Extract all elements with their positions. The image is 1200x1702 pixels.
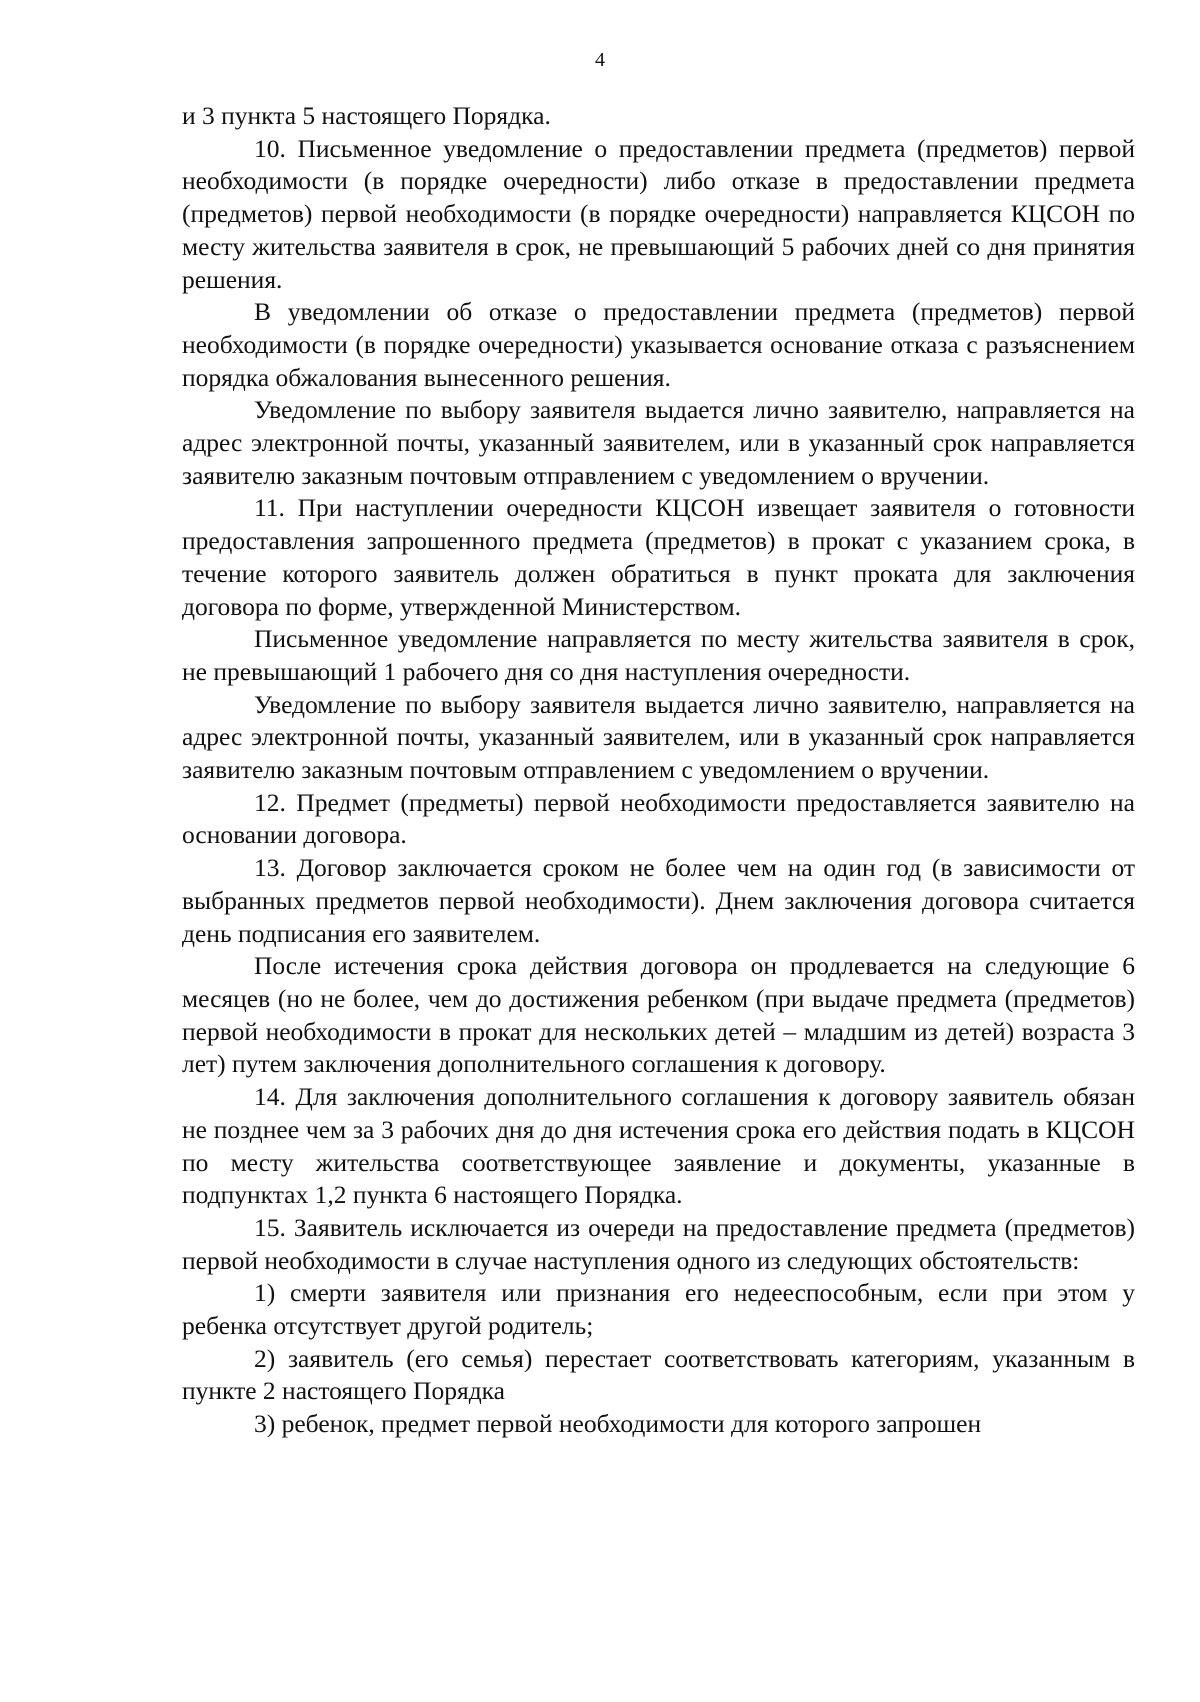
paragraph-continuation: и 3 пункта 5 настоящего Порядка. (182, 101, 551, 130)
document-body (182, 100, 1135, 1441)
paragraph-item-11: 11. При наступлении очередности КЦСОН извещает заявителя о готовности предоставления запрошенного предмета (предметов) в прокат с указанием срока, в течение которого заявитель должен обратиться в пункт проката для заключения договора по форме, утвержденной Министерством. (182, 493, 1135, 621)
paragraph-contract-extension: После истечения срока действия договора он продлевается на следующие 6 месяцев (но не более, чем до достижения ребенком (при выдаче предмета (предметов) первой необходимости в прокат для нескольких детей – младшим из детей) возраста 3 лет) путем заключения дополнительного соглашения к договору. (182, 951, 1135, 1079)
paragraph-item-15: 15. Заявитель исключается из очереди на предоставление предмета (предметов) первой необходимости в случае наступления одного из следующих обстоятельств: (182, 1212, 1135, 1275)
paragraph-refusal-notice: В уведомлении об отказе о предоставлении предмета (предметов) первой необходимости (в порядке очередности) указывается основание отказа с разъяснением порядка обжалования вынесенного решения. (182, 297, 1135, 392)
paragraph-notice-delivery: Уведомление по выбору заявителя выдается лично заявителю, направляется на адрес электронной почты, указанный заявителем, или в указанный срок направляется заявителю заказным почтовым отправлением с уведомлением о вручении. (182, 395, 1135, 490)
page-number: 4 (595, 49, 605, 71)
paragraph-subitem-1: 1) смерти заявителя или признания его недееспособным, если при этом у ребенка отсутствует другой родитель; (182, 1278, 1135, 1341)
paragraph-item-10: 10. Письменное уведомление о предоставлении предмета (предметов) первой необходимости (в порядке очередности) либо отказе в предоставлении предмета (предметов) первой необходимости (в порядке очередности) направляется КЦСОН по месту жительства заявителя в срок, не превышающий 5 рабочих дней со дня принятия решения. (182, 133, 1135, 294)
paragraph-subitem-2: 2) заявитель (его семья) перестает соответствовать категориям, указанным в пункте 2 настоящего Порядка (182, 1343, 1135, 1406)
paragraph-written-notice: Письменное уведомление направляется по месту жительства заявителя в срок, не превышающий 1 рабочего дня со дня наступления очередности. (182, 624, 1135, 686)
paragraph-subitem-3: 3) ребенок, предмет первой необходимости для которого запрошен (254, 1409, 982, 1439)
paragraph-item-14: 14. Для заключения дополнительного соглашения к договору заявитель обязан не позднее чем за 3 рабочих дня до дня истечения срока его действия подать в КЦСОН по месту жительства соответствующее заявление и документы, указанные в подпунктах 1,2 пункта 6 настоящего Порядка. (182, 1082, 1135, 1210)
paragraph-item-12: 12. Предмет (предметы) первой необходимости предоставляется заявителю на основании договора. (182, 787, 1135, 850)
paragraph-item-13: 13. Договор заключается сроком не более чем на один год (в зависимости от выбранных предметов первой необходимости). Днем заключения договора считается день подписания его заявителем. (182, 853, 1135, 948)
paragraph-notice-delivery-2: Уведомление по выбору заявителя выдается лично заявителю, направляется на адрес электронной почты, указанный заявителем, или в указанный срок направляется заявителю заказным почтовым отправлением с уведомлением о вручении. (182, 689, 1135, 785)
